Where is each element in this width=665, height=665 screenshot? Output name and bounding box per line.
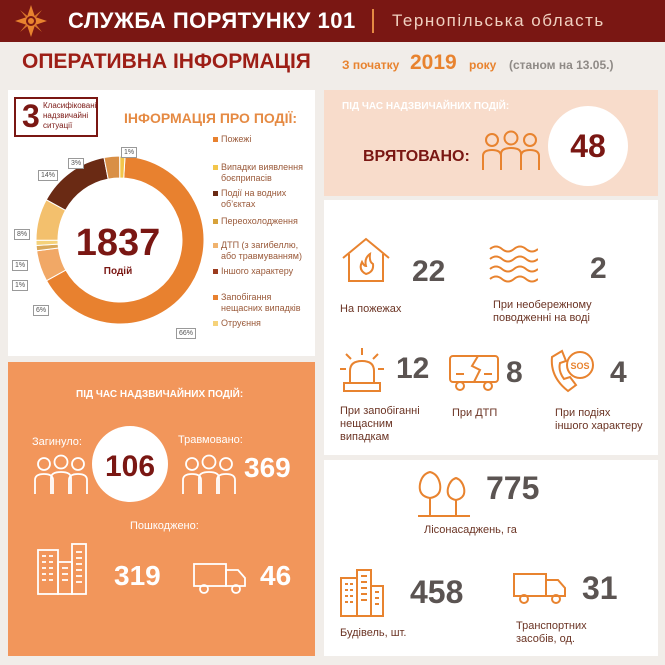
rescued-fires-label: На пожежах: [340, 303, 402, 315]
buildings-value: 458: [410, 574, 464, 610]
trees-icon: [416, 468, 472, 518]
rescued-water-value: 2: [590, 252, 607, 285]
legend-swatch: [213, 269, 218, 274]
damaged-vehicles-value: 46: [260, 560, 292, 591]
legend-item: [213, 318, 313, 332]
casualties-panel: [8, 362, 315, 656]
legend-label: Події на водних об’єктах: [221, 188, 287, 209]
legend-item: [213, 266, 313, 292]
legend-item: [213, 216, 313, 240]
situations-label: Класифіковані надзвичайні ситуації: [43, 101, 97, 130]
pct-label-water: 3%: [68, 158, 84, 169]
buildings-label: Будівель, шт.: [340, 627, 407, 639]
died-value: 106: [104, 450, 156, 483]
rescued-water-label: При необережному поводженні на воді: [493, 299, 592, 324]
forest-value: 775: [486, 470, 540, 506]
sos-phone-icon: [546, 347, 596, 397]
legend-label: Отруєння: [221, 318, 261, 328]
pct-label-accidents: 6%: [33, 305, 49, 316]
legend-swatch: [213, 137, 218, 142]
date-note: (станом на 13.05.): [509, 58, 614, 72]
legend-swatch: [213, 191, 218, 196]
period-from-label: З початку: [342, 58, 400, 72]
people-group-icon: [32, 452, 90, 496]
forest-label: Лісонасаджень, га: [424, 524, 517, 536]
service-title: СЛУЖБА ПОРЯТУНКУ 101: [68, 8, 356, 33]
rescued-title: ПІД ЧАС НАДЗВИЧАЙНИХ ПОДІЙ:: [342, 101, 510, 112]
pct-label-dtp: 1%: [12, 280, 28, 291]
rescued-fires-value: 22: [412, 255, 446, 288]
injured-value: 369: [244, 452, 291, 483]
situations-count: 3: [22, 98, 40, 134]
donut-slice: [120, 156, 125, 178]
rescued-count: 48: [570, 128, 606, 164]
legend-swatch: [213, 165, 218, 170]
damaged-buildings-value: 319: [114, 560, 161, 591]
legend-label: Випадки виявлення боєприпасів: [221, 162, 303, 183]
buildings-icon: [338, 566, 386, 618]
legend-swatch: [213, 321, 218, 326]
legend-item: [213, 240, 313, 266]
alarm-light-icon: [338, 345, 386, 393]
rescued-other-label: При подіях іншого характеру: [555, 407, 643, 432]
rescued-dtp-label: При ДТП: [452, 407, 498, 419]
vehicles-label: Транспортних засобів, од.: [516, 620, 587, 645]
events-legend: [213, 134, 313, 332]
legend-label: Іншого характеру: [221, 266, 294, 276]
svg-text:SOS: SOS: [570, 361, 590, 371]
damaged-label: Пошкоджено:: [130, 520, 199, 532]
water-waves-icon: [488, 243, 538, 283]
legend-swatch: [213, 219, 218, 224]
legend-label: Пожежі: [221, 134, 252, 144]
period-year: 2019: [410, 51, 457, 74]
emblem-icon: [14, 4, 48, 38]
legend-item: [213, 292, 313, 318]
legend-label: Запобігання нещасних випадків: [221, 292, 301, 313]
legend-label: Переохолодження: [221, 216, 298, 226]
events-title: ІНФОРМАЦІЯ ПРО ПОДІЇ:: [124, 110, 297, 126]
legend-swatch: [213, 295, 218, 300]
died-label: Загинуло:: [32, 436, 82, 448]
rescued-other-value: 4: [610, 356, 627, 389]
vehicles-value: 31: [582, 570, 618, 606]
donut-slice: [36, 240, 58, 245]
people-group-icon: [480, 128, 542, 172]
truck-icon: [192, 560, 248, 596]
pct-label-fires: 66%: [176, 328, 196, 339]
pct-label-other: 14%: [38, 170, 58, 181]
legend-label: ДТП (з загибеллю, або травмуванням): [221, 240, 302, 261]
people-group-icon: [180, 452, 238, 496]
rescued-dtp-value: 8: [506, 356, 523, 389]
events-total: 1837: [75, 222, 161, 264]
page-title: ОПЕРАТИВНА ІНФОРМАЦІЯ: [22, 50, 311, 73]
casualties-title: ПІД ЧАС НАДЗВИЧАЙНИХ ПОДІЙ:: [76, 389, 244, 400]
rescued-label: ВРЯТОВАНО:: [363, 148, 470, 165]
events-total-label: Подій: [103, 266, 133, 277]
header-divider: [372, 9, 374, 33]
buildings-icon: [34, 540, 90, 596]
rescued-accidents-label: При запобіганні нещасним випадкам: [340, 405, 420, 443]
legend-item: [213, 162, 313, 188]
period-year-suffix: року: [469, 58, 497, 72]
car-crash-icon: [448, 352, 500, 392]
truck-icon: [512, 570, 568, 606]
injured-label: Травмовано:: [178, 434, 243, 446]
legend-item: [213, 188, 313, 216]
pct-label-poison: 8%: [14, 229, 30, 240]
rescued-accidents-value: 12: [396, 352, 430, 385]
pct-label-cold: 1%: [12, 260, 28, 271]
legend-swatch: [213, 243, 218, 248]
region-name: Тернопільська область: [392, 11, 605, 30]
legend-item: [213, 134, 313, 162]
house-fire-icon: [340, 236, 392, 284]
pct-label-ammo: 1%: [121, 147, 137, 158]
